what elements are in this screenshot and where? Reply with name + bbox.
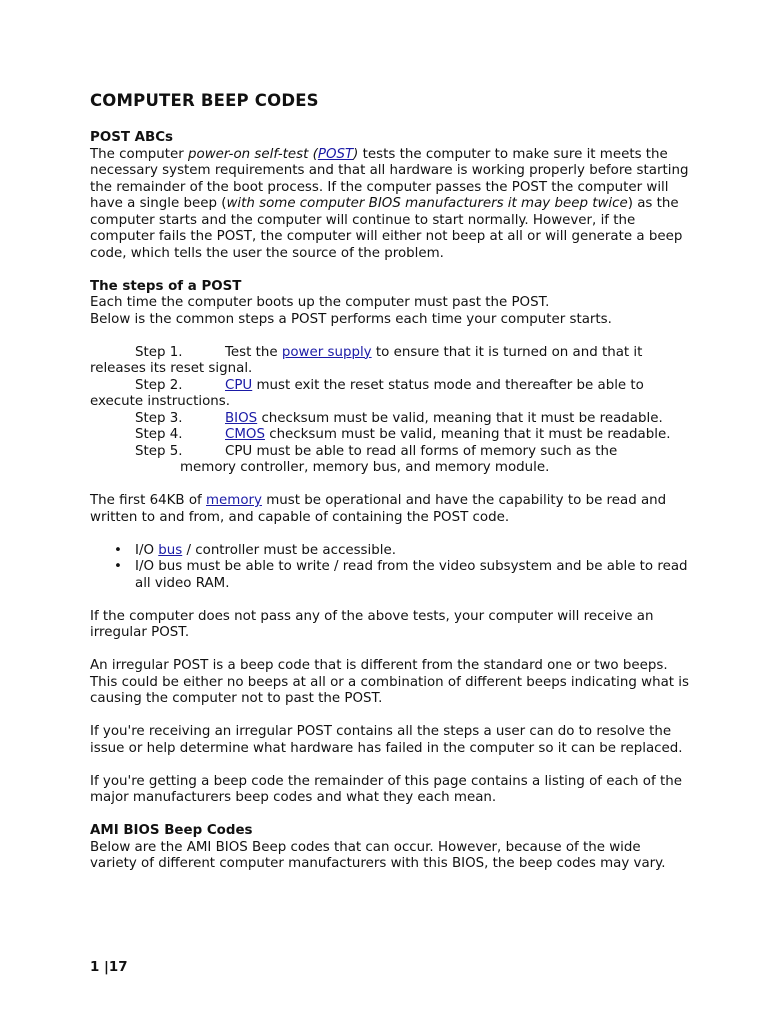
page-title: COMPUTER BEEP CODES xyxy=(90,91,319,110)
link-memory[interactable]: memory xyxy=(206,493,262,508)
link-cmos[interactable]: CMOS xyxy=(225,427,265,442)
page-total: 17 xyxy=(108,960,128,975)
section-heading-post-abcs: POST ABCs xyxy=(90,130,174,145)
text-run: to ensure that it is turned on and that it releases its reset signal. xyxy=(90,344,643,376)
steps-intro-2: Below is the common steps a POST performs each time your computer starts. xyxy=(90,311,612,327)
text-run-italic: power-on self-test ( xyxy=(188,146,318,162)
text-run: must be operational and have the capability to be read and written to and from, and capable of containing the POST code. xyxy=(90,493,667,525)
memory-paragraph xyxy=(90,493,690,526)
document-body xyxy=(90,130,690,873)
list-item xyxy=(90,559,690,592)
page-number-footer xyxy=(90,960,128,977)
section-heading-ami: AMI BIOS Beep Codes xyxy=(90,823,253,838)
ami-paragraph: Below are the AMI BIOS Beep codes that can occur. However, because of the wide variety of different computer manufacturers with this BIOS, the beep codes may vary. xyxy=(90,839,666,871)
text-run: memory controller, memory bus, and memory module. xyxy=(180,460,550,475)
link-bus[interactable]: bus xyxy=(158,542,183,558)
text-run: must exit the reset status mode and thereafter be able to execute instructions. xyxy=(90,377,644,409)
link-bios[interactable]: BIOS xyxy=(225,410,258,426)
text-run: / controller must be accessible. xyxy=(182,542,396,558)
text-run: Test the xyxy=(225,344,282,360)
steps-intro-1: Each time the computer boots up the computer must past the POST. xyxy=(90,295,550,310)
text-run: tests the computer to make sure it meets the necessary system requirements and that all hardware is working properly before starting the remainder of the boot process. If the computer passes the POST the computer will have a single beep ( xyxy=(90,146,689,211)
text-run: The computer xyxy=(90,146,188,162)
step-number: Step 1. xyxy=(135,344,183,360)
irregular-paragraph-4: If you're getting a beep code the remainder of this page contains a listing of each of the major manufacturers beep codes and what they each mean. xyxy=(90,773,682,805)
step-number: Step 4. xyxy=(135,427,183,442)
text-run: I/O bus must be able to write / read from the video subsystem and be able to read all video RAM. xyxy=(135,559,688,591)
step-1 xyxy=(90,345,690,378)
text-run-italic: ) xyxy=(353,146,359,162)
section-heading-steps: The steps of a POST xyxy=(90,278,242,294)
step-number: Step 5. xyxy=(135,443,183,459)
link-cpu[interactable]: CPU xyxy=(225,377,253,393)
irregular-paragraph-1: If the computer does not pass any of the above tests, your computer will receive an irregular POST. xyxy=(90,608,654,640)
irregular-paragraph-3: If you're receiving an irregular POST contains all the steps a user can do to resolve the issue or help determine what hardware has failed in the computer so it can be replaced. xyxy=(90,724,683,756)
step-5 xyxy=(90,444,690,477)
bullet-icon: • xyxy=(114,559,122,574)
text-run: The first 64KB of xyxy=(90,493,207,508)
step-number: Step 2. xyxy=(135,377,183,393)
text-run-italic: with some computer BIOS manufacturers it may beep twice xyxy=(226,196,628,211)
post-abcs-paragraph xyxy=(90,147,690,263)
bullet-list xyxy=(90,543,690,593)
link-post[interactable]: POST xyxy=(317,146,354,162)
text-run: checksum must be valid, meaning that it must be readable. xyxy=(257,410,663,426)
step-4 xyxy=(90,427,690,444)
text-run: ) as the computer starts and the computer will continue to start normally. However, if the computer fails the POST, the computer will either not beep at all or will generate a beep code, which tells the user the source of the problem. xyxy=(90,196,683,261)
text-run: I/O xyxy=(135,542,159,558)
irregular-paragraph-2: An irregular POST is a beep code that is different from the standard one or two beeps. This could be either no beeps at all or a combination of different beeps indicating what is causing the computer not to past the POST. xyxy=(90,658,689,706)
text-run: CPU must be able to read all forms of memory such as the xyxy=(225,443,618,459)
page-separator: | xyxy=(99,960,109,975)
page-number: 1 xyxy=(90,960,100,975)
step-number: Step 3. xyxy=(135,410,183,426)
step-3 xyxy=(90,411,690,428)
bullet-icon: • xyxy=(114,542,122,558)
step-2 xyxy=(90,378,690,411)
link-power-supply[interactable]: power supply xyxy=(281,344,372,360)
list-item xyxy=(90,543,690,560)
text-run: checksum must be valid, meaning that it must be readable. xyxy=(264,427,671,442)
